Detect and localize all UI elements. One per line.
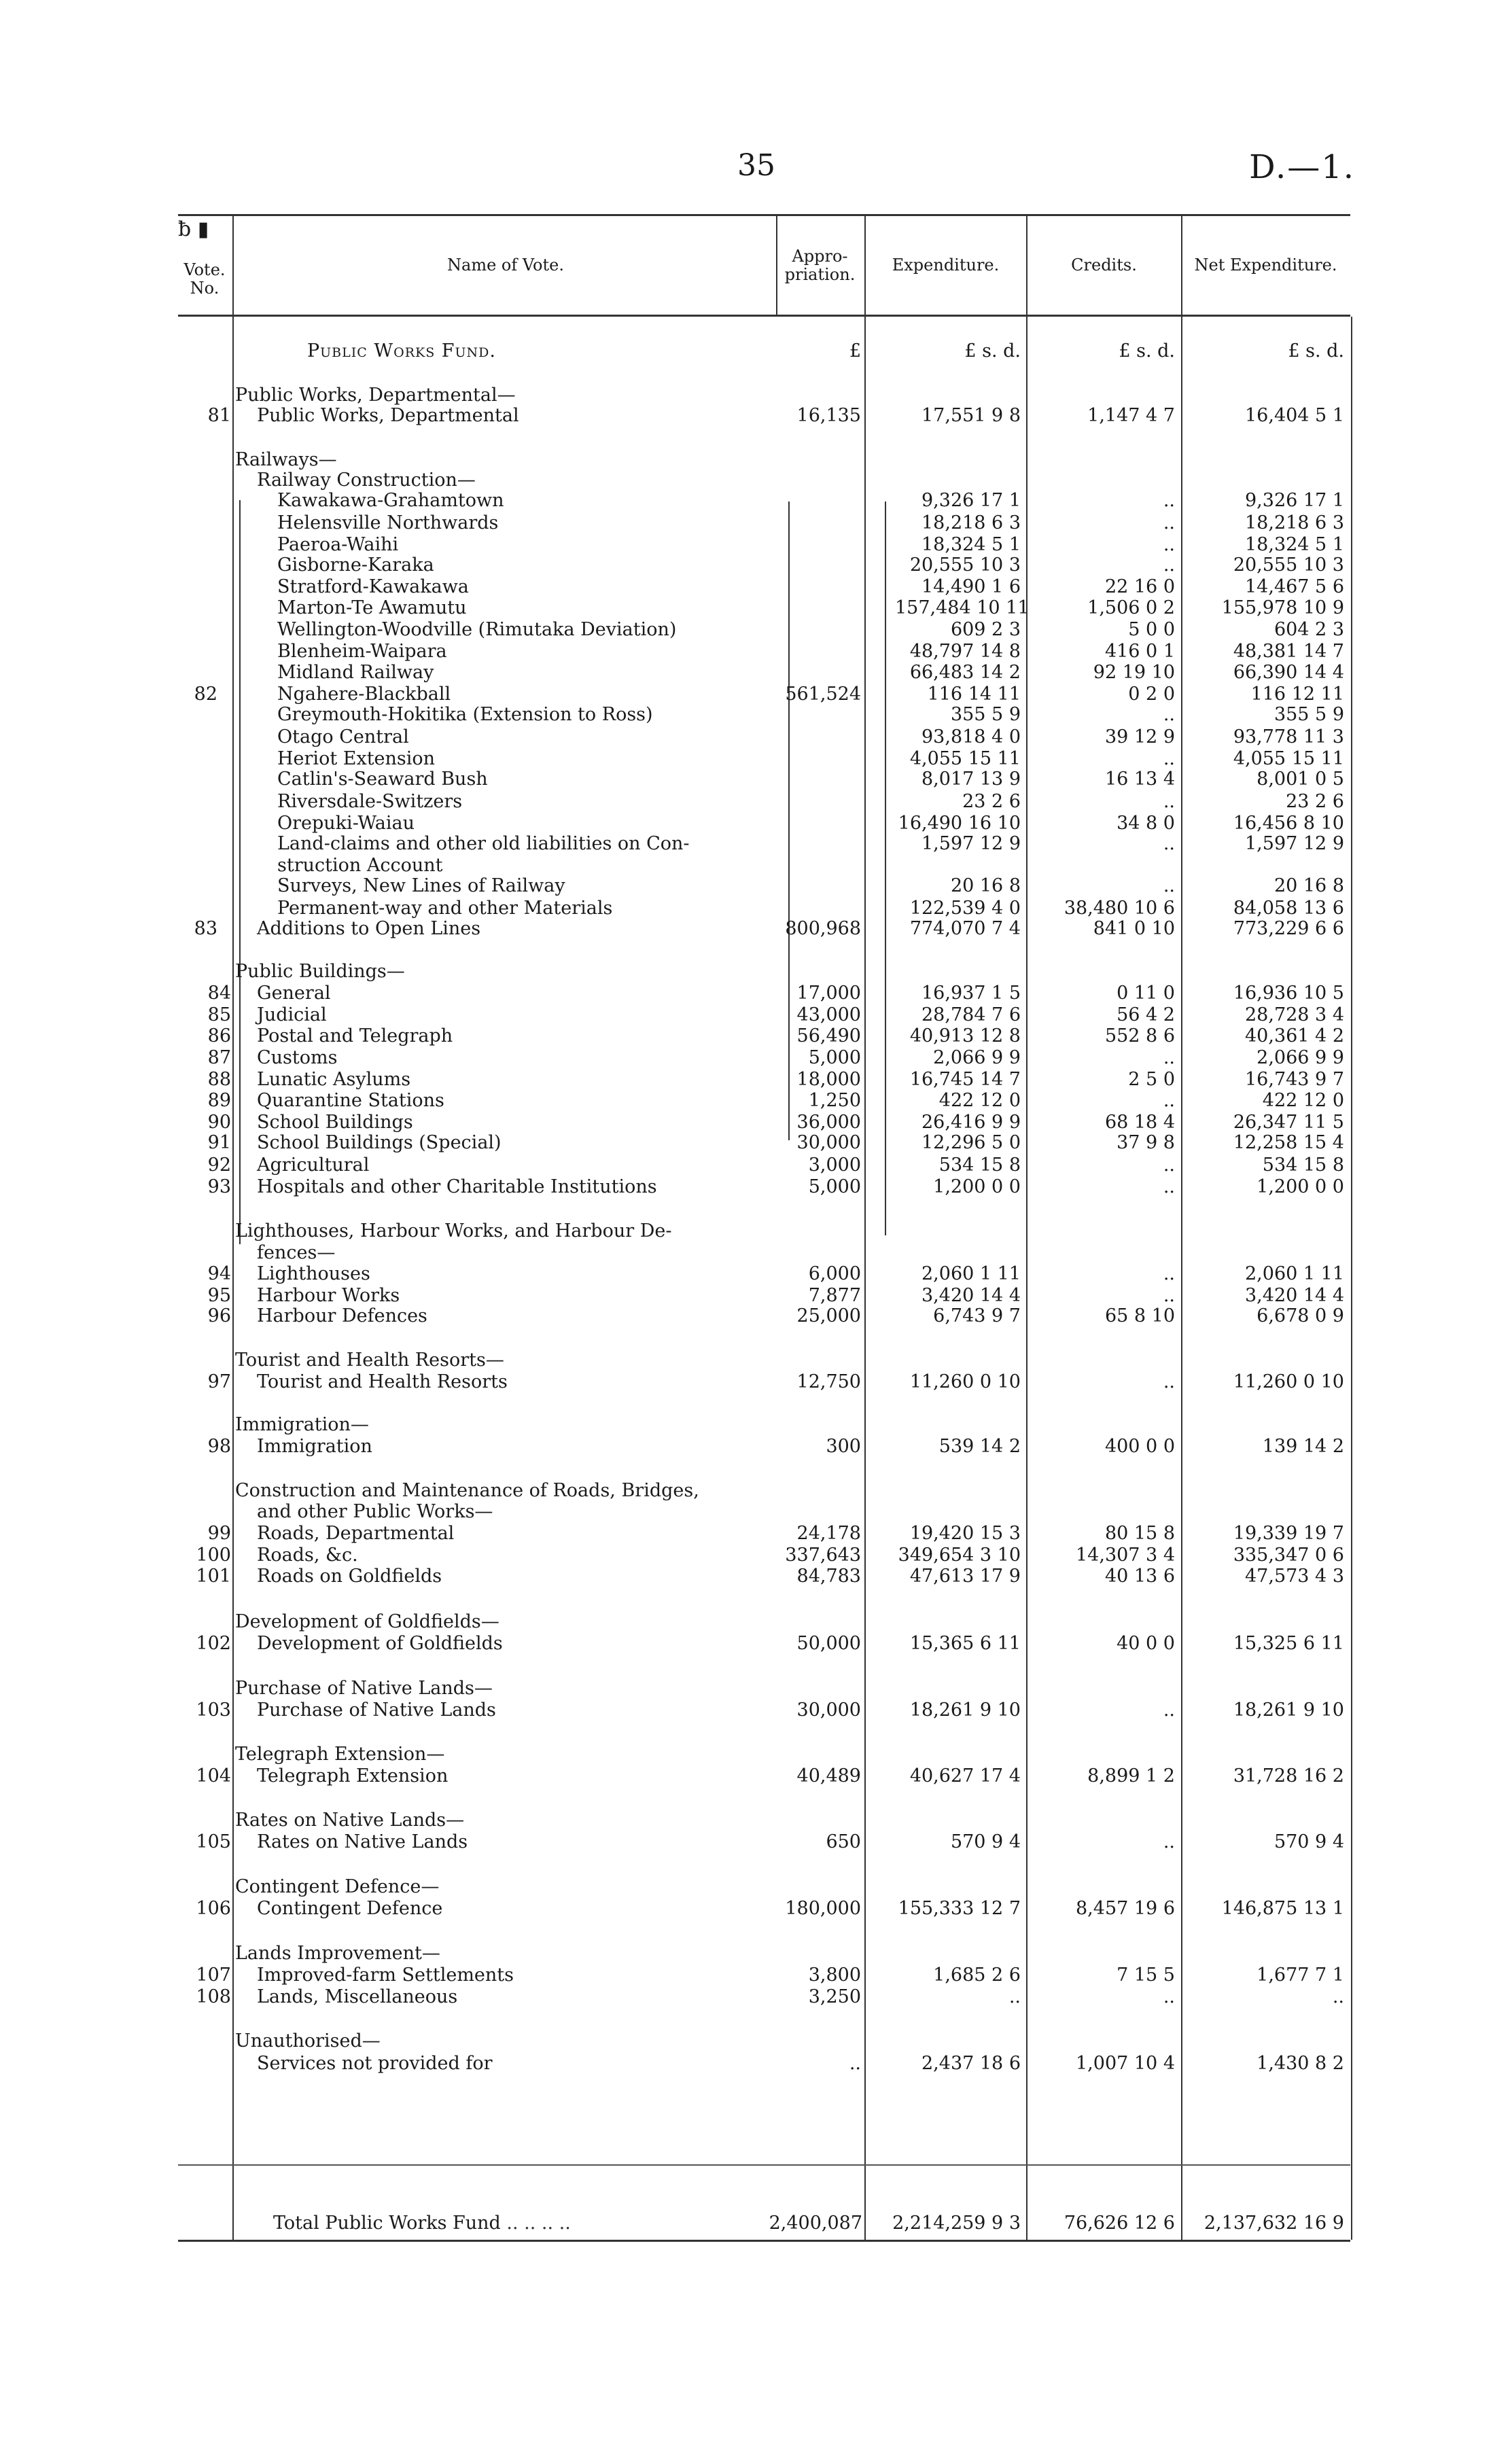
expenditure-cell: 609 2 3	[950, 619, 1021, 640]
expenditure-cell: 15,365 6 11	[909, 1633, 1021, 1654]
net-expenditure-cell: 18,324 5 1	[1245, 534, 1344, 555]
vote-name: Immigration	[257, 1436, 372, 1457]
vote-name: Agricultural	[257, 1155, 370, 1176]
vote-name: Midland Railway	[277, 662, 434, 683]
credits-cell: ..	[1163, 1285, 1175, 1306]
expenditure-cell: 9,326 17 1	[921, 490, 1021, 511]
appropriation-cell: ..	[849, 2053, 861, 2074]
net-expenditure-cell: 534 15 8	[1262, 1155, 1344, 1176]
expenditure-cell: 18,218 6 3	[921, 512, 1021, 533]
expenditure-cell: 20 16 8	[950, 875, 1021, 896]
group-heading: Development of Goldfields—	[235, 1611, 499, 1632]
net-expenditure-cell: 1,430 8 2	[1257, 2053, 1344, 2074]
credits-cell: 1,147 4 7	[1087, 405, 1175, 426]
credits-cell: ..	[1163, 1263, 1175, 1284]
vote-name: Heriot Extension	[277, 748, 436, 769]
credits-cell: 14,307 3 4	[1076, 1545, 1175, 1566]
appropriation-cell: 24,178	[796, 1523, 861, 1544]
vote-name: Rates on Native Lands	[257, 1831, 468, 1852]
credits-cell: 56 4 2	[1117, 1004, 1175, 1025]
expenditure-cell: 157,484 10 11	[895, 597, 1030, 618]
net-expenditure-cell: ..	[1332, 1986, 1344, 2007]
credits-cell: ..	[1163, 748, 1175, 769]
vote-name: Orepuki-Waiau	[277, 813, 415, 834]
expenditure-cell: 26,416 9 9	[921, 1112, 1021, 1133]
credits-cell: 92 19 10	[1093, 662, 1175, 683]
credits-cell: ..	[1163, 791, 1175, 812]
expenditure-cell: 16,937 1 5	[921, 983, 1021, 1004]
expenditure-cell: 1,200 0 0	[933, 1176, 1021, 1197]
vote-number: 107	[196, 1965, 231, 1986]
credits-cell: 16 13 4	[1104, 769, 1175, 790]
vote-name: Public Works, Departmental	[257, 405, 519, 426]
net-expenditure-cell: 1,677 7 1	[1257, 1965, 1344, 1986]
vote-number: 108	[196, 1986, 231, 2007]
credits-cell: 0 2 0	[1128, 684, 1175, 705]
net-expenditure-cell: 31,728 16 2	[1233, 1765, 1344, 1787]
expenditure-cell: 14,490 1 6	[921, 576, 1021, 597]
vote-number: 104	[196, 1765, 231, 1787]
credits-cell: ..	[1163, 534, 1175, 555]
appropriation-cell: 3,800	[808, 1965, 861, 1986]
appropriation-cell: 5,000	[808, 1176, 861, 1197]
net-expenditure-cell: 12,258 15 4	[1233, 1132, 1344, 1153]
vote-name: Gisborne-Karaka	[277, 555, 434, 576]
expenditure-cell: 18,261 9 10	[909, 1700, 1021, 1721]
net-expenditure-cell: 1,597 12 9	[1245, 833, 1344, 854]
net-expenditure-cell: 116 12 11	[1250, 684, 1344, 705]
vote-name: Postal and Telegraph	[257, 1025, 453, 1046]
vote-number: 101	[196, 1566, 231, 1587]
header-credits: Credits.	[1071, 256, 1137, 275]
expenditure-cell: 1,597 12 9	[921, 833, 1021, 854]
credits-cell: 37 9 8	[1117, 1132, 1175, 1153]
credits-cell: 400 0 0	[1104, 1436, 1175, 1457]
vote-number: 93	[207, 1176, 231, 1197]
appropriation-cell: 7,877	[808, 1285, 861, 1306]
net-expenditure-cell: 9,326 17 1	[1245, 490, 1344, 511]
vote-name: Improved-farm Settlements	[257, 1965, 514, 1986]
group-heading: Rates on Native Lands—	[235, 1810, 465, 1831]
appropriation-cell: 40,489	[796, 1765, 861, 1787]
expenditure-cell: 155,333 12 7	[898, 1898, 1021, 1919]
net-expenditure-cell: 20,555 10 3	[1233, 555, 1344, 576]
expenditure-cell: 8,017 13 9	[921, 769, 1021, 790]
vote-name: Lighthouses	[257, 1263, 370, 1284]
appropriation-cell: 17,000	[796, 983, 861, 1004]
net-expenditure-cell: 14,467 5 6	[1245, 576, 1344, 597]
appropriation-cell: 43,000	[796, 1004, 861, 1025]
vote-number: 99	[207, 1523, 231, 1544]
group-heading: Railways—	[235, 449, 337, 470]
header-name: Name of Vote.	[447, 256, 564, 275]
vote-name: Roads, &c.	[257, 1545, 358, 1566]
vote-name: and other Public Works—	[257, 1501, 493, 1522]
net-expenditure-cell: 773,229 6 6	[1233, 918, 1344, 939]
net-expenditure-cell: 3,420 14 4	[1245, 1285, 1344, 1306]
expenditure-cell: 23 2 6	[962, 791, 1021, 812]
net-expenditure-cell: 48,381 14 7	[1233, 641, 1344, 662]
appropriation-cell: 1,250	[808, 1090, 861, 1111]
vote-number: 98	[207, 1436, 231, 1457]
page-header	[0, 148, 1493, 189]
expenditure-cell: 774,070 7 4	[909, 918, 1021, 939]
vote-name: General	[257, 983, 331, 1004]
appropriation-cell: 561,524	[785, 684, 861, 705]
vote-name: Land-claims and other old liabilities on Con-	[277, 833, 690, 854]
net-expenditure-cell: 19,339 19 7	[1233, 1523, 1344, 1544]
expenditure-cell: 4,055 15 11	[909, 748, 1021, 769]
vote-name: Surveys, New Lines of Railway	[277, 875, 565, 896]
appropriation-cell: 800,968	[785, 918, 861, 939]
group-heading: Public Works, Departmental—	[235, 385, 516, 406]
credits-cell: 841 0 10	[1093, 918, 1175, 939]
credits-cell: 0 11 0	[1117, 983, 1175, 1004]
credits-cell: 8,899 1 2	[1087, 1765, 1175, 1787]
net-expenditure-cell: 4,055 15 11	[1233, 748, 1344, 769]
expenditure-cell: 48,797 14 8	[909, 641, 1021, 662]
net-expenditure-cell: 16,404 5 1	[1245, 405, 1344, 426]
net-expenditure-cell: 26,347 11 5	[1233, 1112, 1344, 1133]
currency-exp: £ s. d.	[964, 340, 1021, 362]
credits-cell: 39 12 9	[1104, 726, 1175, 747]
credits-cell: 5 0 0	[1128, 619, 1175, 640]
net-expenditure-cell: 16,936 10 5	[1233, 983, 1344, 1004]
expenditure-cell: 2,437 18 6	[921, 2053, 1021, 2074]
vote-name: School Buildings (Special)	[257, 1132, 502, 1153]
net-expenditure-cell: 1,200 0 0	[1257, 1176, 1344, 1197]
vote-name: Tourist and Health Resorts	[257, 1371, 508, 1392]
net-expenditure-cell: 28,728 3 4	[1245, 1004, 1344, 1025]
vote-number: 89	[207, 1090, 231, 1111]
appropriation-cell: 5,000	[808, 1047, 861, 1068]
expenditure-cell: 116 14 11	[927, 684, 1021, 705]
credits-cell: 65 8 10	[1104, 1305, 1175, 1326]
fund-title: Public Works Fund.	[307, 340, 496, 362]
vote-number: 82	[194, 684, 217, 705]
credits-cell: ..	[1163, 490, 1175, 511]
expenditure-cell: 12,296 5 0	[921, 1132, 1021, 1153]
expenditure-cell: 19,420 15 3	[909, 1523, 1021, 1544]
net-expenditure-cell: 604 2 3	[1274, 619, 1344, 640]
group-heading: Construction and Maintenance of Roads, Bridges,	[235, 1480, 699, 1501]
appropriation-table	[178, 214, 1350, 2242]
expenditure-cell: 16,490 16 10	[898, 813, 1021, 834]
net-expenditure-cell: 2,060 1 11	[1245, 1263, 1344, 1284]
net-expenditure-cell: 570 9 4	[1274, 1831, 1344, 1852]
appropriation-cell: 30,000	[796, 1700, 861, 1721]
vote-name: Development of Goldfields	[257, 1633, 503, 1654]
vote-number: 84	[207, 983, 231, 1004]
vote-name: Helensville Northwards	[277, 512, 499, 533]
credits-cell: ..	[1163, 1176, 1175, 1197]
vote-number: 95	[207, 1285, 231, 1306]
group-heading: Contingent Defence—	[235, 1876, 440, 1897]
appropriation-cell: 16,135	[796, 405, 861, 426]
header-vote-no: Vote. No.	[183, 260, 226, 298]
vote-number: 85	[207, 1004, 231, 1025]
net-expenditure-cell: 23 2 6	[1286, 791, 1344, 812]
vote-number: 92	[207, 1155, 231, 1176]
expenditure-cell: 3,420 14 4	[921, 1285, 1021, 1306]
vote-name: Kawakawa-Grahamtown	[277, 490, 504, 511]
credits-cell: 38,480 10 6	[1064, 898, 1175, 919]
net-expenditure-cell: 2,066 9 9	[1257, 1047, 1344, 1068]
vote-name: Contingent Defence	[257, 1898, 443, 1919]
vote-name: Roads, Departmental	[257, 1523, 455, 1544]
header-net-expenditure: Net Expenditure.	[1194, 256, 1337, 275]
net-expenditure-cell: 355 5 9	[1274, 704, 1344, 725]
expenditure-cell: 122,539 4 0	[909, 898, 1021, 919]
net-expenditure-cell: 20 16 8	[1274, 875, 1344, 896]
appropriation-cell: 180,000	[785, 1898, 861, 1919]
expenditure-cell: 16,745 14 7	[909, 1069, 1021, 1090]
credits-cell: 416 0 1	[1104, 641, 1175, 662]
net-expenditure-cell: 422 12 0	[1262, 1090, 1344, 1111]
net-expenditure-cell: 93,778 11 3	[1233, 726, 1344, 747]
vote-number: 94	[207, 1263, 231, 1284]
appropriation-cell: 12,750	[796, 1371, 861, 1392]
total-expenditure: 2,214,259 9 3	[892, 2213, 1021, 2234]
credits-cell: ..	[1163, 833, 1175, 854]
expenditure-cell: 2,066 9 9	[933, 1047, 1021, 1068]
total-label: Total Public Works Fund .. .. .. ..	[273, 2213, 571, 2234]
net-expenditure-cell: 66,390 14 4	[1233, 662, 1344, 683]
appropriation-cell: 650	[826, 1831, 861, 1852]
expenditure-cell: 40,913 12 8	[909, 1025, 1021, 1046]
credits-cell: ..	[1163, 1090, 1175, 1111]
net-expenditure-cell: 18,218 6 3	[1245, 512, 1344, 533]
expenditure-cell: 11,260 0 10	[909, 1371, 1021, 1392]
appropriation-cell: 56,490	[796, 1025, 861, 1046]
credits-cell: ..	[1163, 1155, 1175, 1176]
vote-name: Judicial	[257, 1004, 327, 1025]
expenditure-cell: 534 15 8	[938, 1155, 1021, 1176]
total-credits: 76,626 12 6	[1064, 2213, 1175, 2234]
vote-name: Marton-Te Awamutu	[277, 597, 467, 618]
vote-name: Customs	[257, 1047, 338, 1068]
vote-number: 90	[207, 1112, 231, 1133]
vote-name: Services not provided for	[257, 2053, 493, 2074]
net-expenditure-cell: 11,260 0 10	[1233, 1371, 1344, 1392]
vote-name: Ngahere-Blackball	[277, 684, 451, 705]
net-expenditure-cell: 139 14 2	[1262, 1436, 1344, 1457]
credits-cell: 34 8 0	[1117, 813, 1175, 834]
expenditure-cell: 6,743 9 7	[933, 1305, 1021, 1326]
expenditure-cell: 1,685 2 6	[933, 1965, 1021, 1986]
appropriation-cell: 25,000	[796, 1305, 861, 1326]
total-appropriation: 2,400,087	[769, 2213, 862, 2234]
credits-cell: ..	[1163, 1371, 1175, 1392]
vote-number: 88	[207, 1069, 231, 1090]
corner-mark: ƀ ▮	[178, 217, 209, 241]
group-heading: Lands Improvement—	[235, 1943, 440, 1964]
vote-number: 97	[207, 1371, 231, 1392]
net-expenditure-cell: 40,361 4 2	[1245, 1025, 1344, 1046]
appropriation-cell: 3,000	[808, 1155, 861, 1176]
railway-brace-left	[239, 500, 241, 1244]
table-body	[178, 317, 1350, 2242]
appropriation-cell: 50,000	[796, 1633, 861, 1654]
credits-cell: ..	[1163, 875, 1175, 896]
vote-name: Permanent-way and other Materials	[277, 898, 613, 919]
credits-cell: 1,007 10 4	[1076, 2053, 1175, 2074]
expenditure-cell: 570 9 4	[950, 1831, 1021, 1852]
vote-number: 105	[196, 1831, 231, 1852]
vote-name: Roads on Goldfields	[257, 1566, 442, 1587]
net-expenditure-cell: 16,456 8 10	[1233, 813, 1344, 834]
credits-cell: 80 15 8	[1104, 1523, 1175, 1544]
credits-cell: 68 18 4	[1104, 1112, 1175, 1133]
expenditure-cell: 18,324 5 1	[921, 534, 1021, 555]
net-expenditure-cell: 8,001 0 5	[1257, 769, 1344, 790]
net-expenditure-cell: 6,678 0 9	[1257, 1305, 1344, 1326]
expenditure-cell: 349,654 3 10	[898, 1545, 1021, 1566]
vote-name: School Buildings	[257, 1112, 413, 1133]
vote-name: Riversdale-Switzers	[277, 791, 463, 812]
vote-name: Harbour Works	[257, 1285, 400, 1306]
vote-name: Lunatic Asylums	[257, 1069, 411, 1090]
header-expenditure: Expenditure.	[892, 256, 1000, 275]
expenditure-cell: 28,784 7 6	[921, 1004, 1021, 1025]
vote-number: 83	[194, 918, 217, 939]
credits-cell: ..	[1163, 512, 1175, 533]
table-header	[178, 214, 1350, 317]
vote-name: Greymouth-Hokitika (Extension to Ross)	[277, 704, 653, 725]
group-heading: Purchase of Native Lands—	[235, 1678, 493, 1699]
vote-name: Otago Central	[277, 726, 409, 747]
credits-cell: 1,506 0 2	[1087, 597, 1175, 618]
page-number: 35	[737, 148, 775, 183]
credits-cell: ..	[1163, 555, 1175, 576]
vote-name: Blenheim-Waipara	[277, 641, 447, 662]
vote-name: Harbour Defences	[257, 1305, 427, 1326]
vote-number: 87	[207, 1047, 231, 1068]
group-heading: Immigration—	[235, 1414, 369, 1435]
net-expenditure-cell: 15,325 6 11	[1233, 1633, 1344, 1654]
currency-cred: £ s. d.	[1119, 340, 1175, 362]
net-expenditure-cell: 84,058 13 6	[1233, 898, 1344, 919]
total-net-expenditure: 2,137,632 16 9	[1204, 2213, 1344, 2234]
group-heading: Public Buildings—	[235, 961, 405, 982]
net-expenditure-cell: 16,743 9 7	[1245, 1069, 1344, 1090]
appropriation-cell: 300	[826, 1436, 861, 1457]
credits-cell: 2 5 0	[1128, 1069, 1175, 1090]
vote-number: 96	[207, 1305, 231, 1326]
bottom-rule	[178, 2164, 1350, 2166]
net-expenditure-cell: 146,875 13 1	[1221, 1898, 1344, 1919]
credits-cell: ..	[1163, 1831, 1175, 1852]
group-heading: Unauthorised—	[235, 2030, 381, 2052]
vote-name: Railway Construction—	[257, 470, 476, 491]
credits-cell: 40 0 0	[1117, 1633, 1175, 1654]
appropriation-cell: 30,000	[796, 1132, 861, 1153]
document-reference: D.—1.	[1249, 148, 1355, 186]
vote-name: Lands, Miscellaneous	[257, 1986, 458, 2007]
vote-name: Catlin's-Seaward Bush	[277, 769, 488, 790]
vote-name: Wellington-Woodville (Rimutaka Deviation)	[277, 619, 677, 640]
appropriation-cell: 84,783	[796, 1566, 861, 1587]
vote-name: Stratford-Kawakawa	[277, 576, 469, 597]
vote-number: 81	[207, 405, 231, 426]
group-heading: Telegraph Extension—	[235, 1744, 445, 1765]
appropriation-cell: 6,000	[808, 1263, 861, 1284]
vote-name: fences—	[257, 1242, 336, 1263]
vote-number: 102	[196, 1633, 231, 1654]
credits-cell: 22 16 0	[1104, 576, 1175, 597]
vote-name: Hospitals and other Charitable Institutions	[257, 1176, 657, 1197]
vote-name: Additions to Open Lines	[257, 918, 481, 939]
vote-number: 103	[196, 1700, 231, 1721]
expenditure-cell: 66,483 14 2	[909, 662, 1021, 683]
vote-name: struction Account	[277, 855, 443, 876]
appropriation-cell: 36,000	[796, 1112, 861, 1133]
net-expenditure-cell: 47,573 4 3	[1245, 1566, 1344, 1587]
vote-name: Quarantine Stations	[257, 1090, 444, 1111]
expenditure-cell: 422 12 0	[938, 1090, 1021, 1111]
expenditure-cell: 40,627 17 4	[909, 1765, 1021, 1787]
credits-cell: 552 8 6	[1104, 1025, 1175, 1046]
expenditure-cell: 20,555 10 3	[909, 555, 1021, 576]
vote-number: 91	[207, 1132, 231, 1153]
expenditure-cell: 355 5 9	[950, 704, 1021, 725]
vote-name: Telegraph Extension	[257, 1765, 449, 1787]
net-expenditure-cell: 155,978 10 9	[1221, 597, 1344, 618]
group-heading: Tourist and Health Resorts—	[235, 1350, 504, 1371]
expenditure-cell: 47,613 17 9	[909, 1566, 1021, 1587]
vote-number: 86	[207, 1025, 231, 1046]
credits-cell: ..	[1163, 1047, 1175, 1068]
appropriation-cell: 18,000	[796, 1069, 861, 1090]
vote-name: Purchase of Native Lands	[257, 1700, 496, 1721]
credits-cell: 7 15 5	[1117, 1965, 1175, 1986]
credits-cell: 8,457 19 6	[1076, 1898, 1175, 1919]
credits-cell: ..	[1163, 1986, 1175, 2007]
net-expenditure-cell: 18,261 9 10	[1233, 1700, 1344, 1721]
expenditure-cell: ..	[1008, 1986, 1021, 2007]
header-appropriation: Appro-priation.	[784, 246, 856, 284]
appropriation-cell: 337,643	[785, 1545, 861, 1566]
credits-cell: ..	[1163, 704, 1175, 725]
credits-cell: 40 13 6	[1104, 1566, 1175, 1587]
net-expenditure-cell: 335,347 0 6	[1233, 1545, 1344, 1566]
credits-cell: ..	[1163, 1700, 1175, 1721]
vote-number: 106	[196, 1898, 231, 1919]
currency-net: £ s. d.	[1288, 340, 1344, 362]
expenditure-cell: 17,551 9 8	[921, 405, 1021, 426]
appropriation-cell: 3,250	[808, 1986, 861, 2007]
currency-appr: £	[849, 340, 861, 362]
group-heading: Lighthouses, Harbour Works, and Harbour De-	[235, 1220, 672, 1242]
vote-number: 100	[196, 1545, 231, 1566]
vote-name: Paeroa-Waihi	[277, 534, 399, 555]
expenditure-cell: 93,818 4 0	[921, 726, 1021, 747]
expenditure-cell: 2,060 1 11	[921, 1263, 1021, 1284]
expenditure-cell: 539 14 2	[938, 1436, 1021, 1457]
